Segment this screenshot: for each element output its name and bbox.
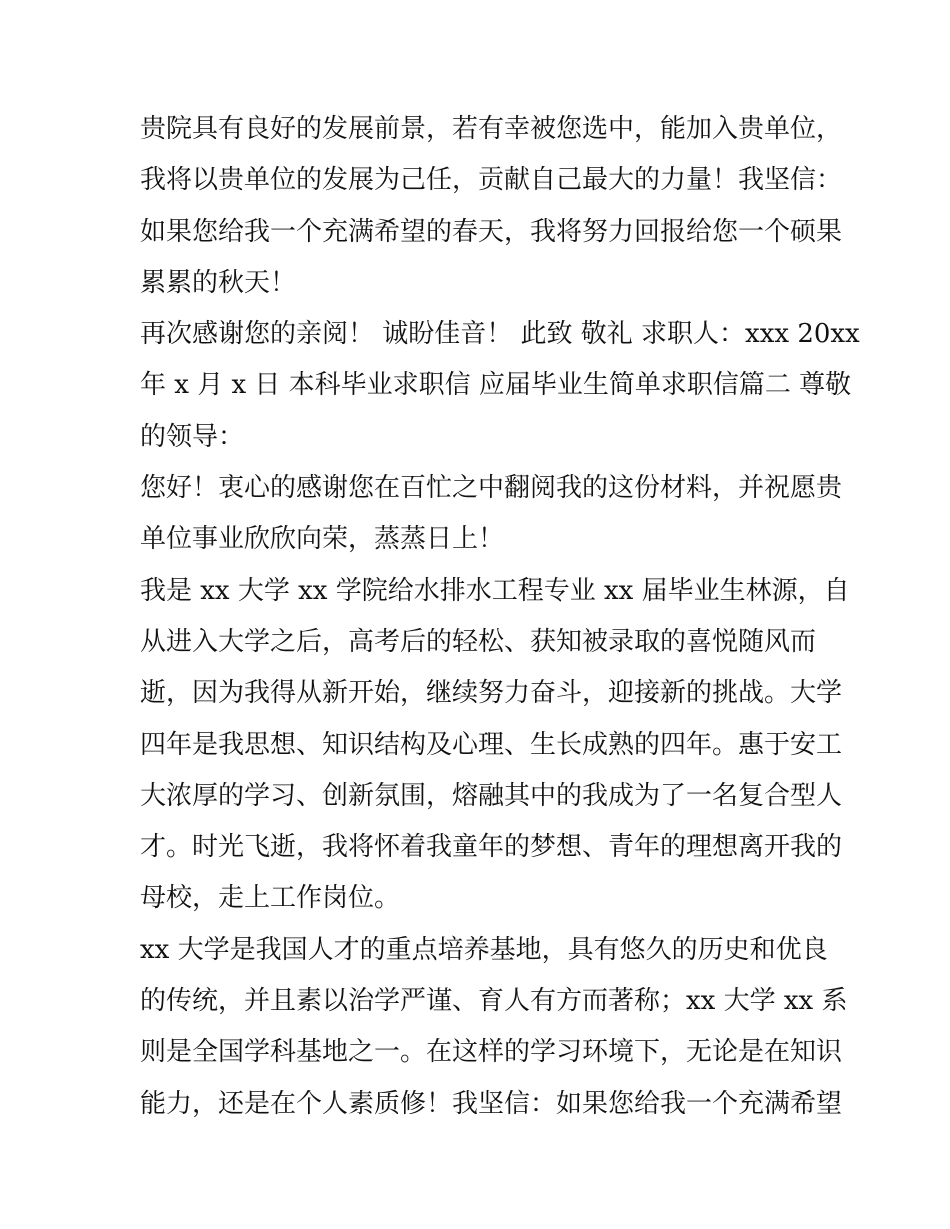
text-line: 能力，还是在个人素质修！我坚信：如果您给我一个充满希望 xyxy=(140,1088,843,1119)
text-line: 单位事业欣欣向荣，蒸蒸日上！ xyxy=(140,524,505,555)
text-line: 贵院具有良好的发展前景，若有幸被您选中，能加入贵单位， xyxy=(140,114,843,144)
letter-body xyxy=(140,104,860,1130)
text-line: 才。时光飞逝，我将怀着我童年的梦想、青年的理想离开我的 xyxy=(140,832,843,863)
text-line: 累累的秋天！ xyxy=(140,267,297,298)
text-line: 的领导： xyxy=(140,421,245,452)
text-line: 您好！衷心的感谢您在百忙之中翻阅我的这份材料，并祝愿贵 xyxy=(140,473,843,504)
text-line: 我将以贵单位的发展为己任，贡献自己最大的力量！我坚信： xyxy=(140,165,843,196)
text-line: 母校，走上工作岗位。 xyxy=(140,883,401,914)
text-line: 如果您给我一个充满希望的春天，我将努力回报给您一个硕果 xyxy=(140,216,843,247)
text-line: 再次感谢您的亲阅！ 诚盼佳音！ 此致 敬礼 求职人：xxx 20xx xyxy=(140,319,860,350)
text-line: 年 x 月 x 日 本科毕业求职信 应届毕业生简单求职信篇二 尊敬 xyxy=(140,370,852,401)
text-line: 则是全国学科基地之一。在这样的学习环境下，无论是在知识 xyxy=(140,1037,843,1068)
text-line: 的传统，并且素以治学严谨、育人有方而著称；xx 大学 xx 系 xyxy=(140,986,848,1017)
text-line: 四年是我思想、知识结构及心理、生长成熟的四年。惠于安工 xyxy=(140,729,843,760)
text-line: 大浓厚的学习、创新氛围，熔融其中的我成为了一名复合型人 xyxy=(140,780,843,811)
text-line: xx 大学是我国人才的重点培养基地，具有悠久的历史和优良 xyxy=(140,934,828,965)
text-line: 我是 xx 大学 xx 学院给水排水工程专业 xx 届毕业生林源，自 xyxy=(140,575,850,606)
text-line: 逝，因为我得从新开始，继续努力奋斗，迎接新的挑战。大学 xyxy=(140,678,843,709)
text-line: 从进入大学之后，高考后的轻松、获知被录取的喜悦随风而 xyxy=(140,626,817,657)
